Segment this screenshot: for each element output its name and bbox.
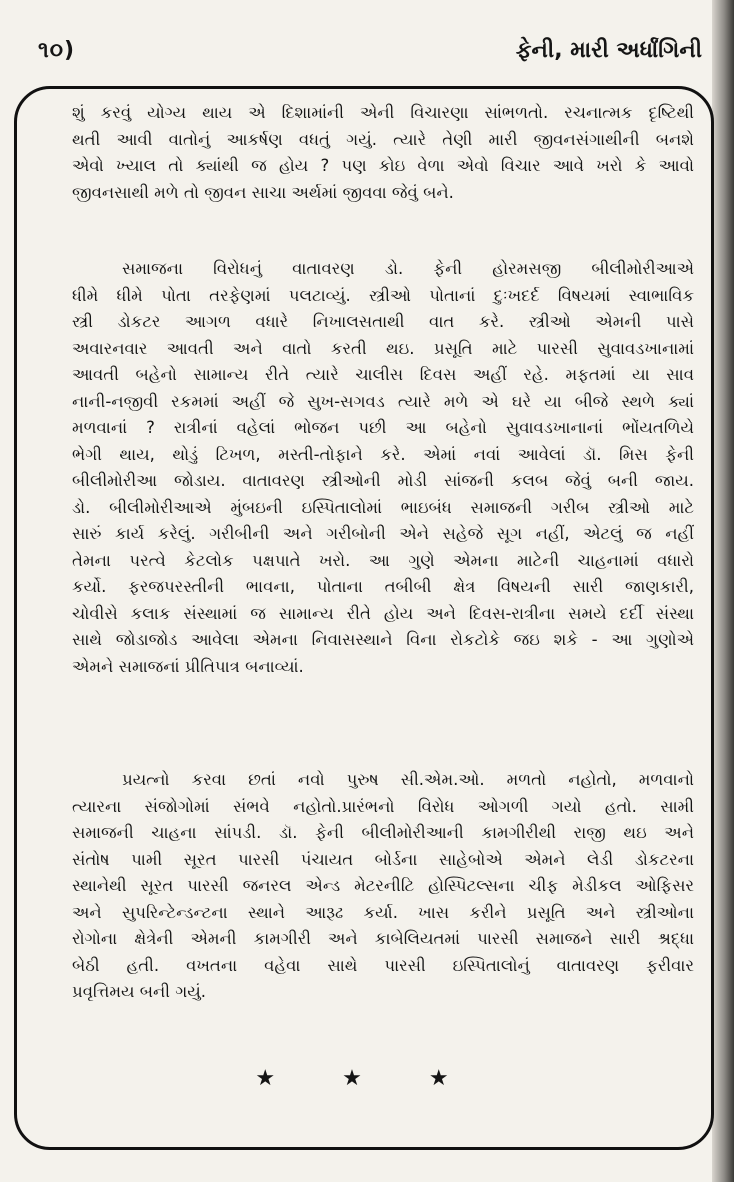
page-header	[38, 34, 702, 74]
text-line: અને સુપરિન્ટેન્ડન્ટના સ્થાને આરૂઢ કર્યા. ખાસ કરીને પ્રસૂતિ અને સ્ત્રીઓના	[72, 902, 694, 922]
text-line: તેમના પરત્વે કેટલોક પક્ષપાતે ખરો. આ ગુણે એમના માટેની ચાહનામાં વધારો	[72, 550, 694, 570]
text-line: ચોવીસે કલાક સંસ્થામાં જ સામાન્ય રીતે હોય અને દિવસ-રાત્રીના સમયે દર્દી સંસ્થા	[72, 603, 694, 623]
paragraph	[72, 100, 694, 206]
text-line: સમાજની ચાહના સાંપડી. ડૉ. ફેની બીલીમોરીઆની કામગીરીથી રાજી થઇ અને	[72, 823, 694, 842]
text-line: ત્યારના સંજોગોમાં સંભવે નહોતો.પ્રારંભનો વિરોધ ઓગળી ગયો હતો. સામી	[72, 796, 694, 816]
text-line: ભેગી થાય, થોડું ટિખળ, મસ્તી-તોફાને કરે. એમાં નવાં આવેલાં ડૉ. મિસ ફેની	[72, 444, 694, 464]
text-line: પ્રયત્નો કરવા છતાં નવો પુરુષ સી.એમ.ઓ. મળતો નહોતો, મળવાનો	[122, 770, 694, 789]
text-line: મળવાનાં ? રાત્રીનાં વહેલાં ભોજન પછી આ બહેનો સુવાવડખાનાનાં ભોંયતળિયે	[72, 418, 694, 437]
text-line: પ્રવૃત્તિમય બની ગયું.	[72, 982, 207, 1001]
text-line: આવતી બહેનો સામાન્ય રીતે ત્યારે ચાલીસ દિવસ અહીં રહે. મફતમાં યા સાવ	[72, 365, 694, 384]
text-line: ધીમે ધીમે પોતા તરફેણમાં પલટાવ્યું. સ્ત્રીઓ પોતાનાં દુઃખદર્દ વિષયમાં સ્વાભાવિક	[72, 285, 694, 305]
running-title: ફેની, મારી અર્ધાંગિની	[515, 38, 702, 63]
text-line: એવો ખ્યાલ તો ક્યાંથી જ હોય ? પણ કોઇ વેળા એવો વિચાર આવે ખરો કે આવો	[72, 156, 694, 175]
text-line: સ્થાનેથી સૂરત પારસી જનરલ એન્ડ મેટરનીટિ હોસ્પિટલ્સના ચીફ મેડીકલ ઓફિસર	[72, 876, 694, 895]
text-line: રોગોના ક્ષેત્રેની એમની કામગીરી અને કાબેલિયતમાં પારસી સમાજને સારી શ્રદ્ધા	[72, 929, 694, 948]
text-line: બીલીમોરીઆ જોડાય. વાતાવરણ સ્ત્રીઓની મોડી સાંજની કલબ જેવું બની જાય.	[72, 471, 694, 490]
text-line: સંતોષ પામી સૂરત પારસી પંચાયત બોર્ડના સાહેબોએ એમને લેડી ડોકટરના	[72, 849, 694, 869]
text-line: થતી આવી વાતોનું આકર્ષણ વધતું ગયું. ત્યારે તેણી મારી જીવનસંગાથીની બનશે	[72, 129, 694, 149]
paragraph	[72, 256, 694, 680]
book-page-edge	[712, 0, 734, 1182]
text-line: જીવનસાથી મળે તો જીવન સાચા અર્થમાં જીવવા જેવું બને.	[72, 182, 454, 202]
text-line: ડો. બીલીમોરીઆએ મુંબઇની ઇસ્પિતાલોમાં ભાઇબંધ સમાજની ગરીબ સ્ત્રીઓ માટે	[72, 497, 694, 517]
text-line: કર્યો. ફરજપરસ્તીની ભાવના, પોતાના તબીબી ક્ષેત્ર વિષયની સારી જાણકારી,	[72, 577, 694, 596]
text-line: સાથે જોડાજોડ આવેલા એમના નિવાસસ્થાને વિના રોકટોકે જઇ શકે - આ ગુણોએ	[72, 630, 694, 649]
text-line: નાની-નજીવી રકમમાં અહીં જે સુખ-સગવડ ત્યારે મળે એ ઘરે યા બીજે સ્થળે ક્યાં	[72, 391, 694, 411]
section-break-stars: ★ ★ ★	[255, 1066, 479, 1091]
text-line: સમાજના વિરોધનું વાતાવરણ ડો. ફેની હોરમસજી બીલીમોરીઆએ	[122, 259, 694, 278]
text-line: એમને સમાજનાં પ્રીતિપાત્ર બનાવ્યાં.	[72, 656, 304, 676]
text-line: સ્ત્રી ડોકટર આગળ વધારે નિખાલસતાથી વાત કરે. સ્ત્રીઓ એમની પાસે	[72, 312, 694, 331]
text-line: સારું કાર્ય કરેલું. ગરીબીની અને ગરીબોની એને સહેજે સૂગ નહીં, એટલું જ નહીં	[72, 524, 694, 543]
paragraph	[72, 767, 694, 1006]
text-line: શું કરવું યોગ્ય થાય એ દિશામાંની એની વિચારણા સાંભળતો. રચનાત્મક દૃષ્ટિથી	[72, 103, 694, 122]
page-number: ૧૦)	[38, 38, 76, 63]
text-line: અવારનવાર આવતી અને વાતો કરતી થઇ. પ્રસૂતિ માટે પારસી સુવાવડખાનામાં	[72, 338, 694, 358]
text-line: બેઠી હતી. વખતના વહેવા સાથે પારસી ઇસ્પિતાલોનું વાતાવરણ ફરીવાર	[72, 955, 694, 975]
